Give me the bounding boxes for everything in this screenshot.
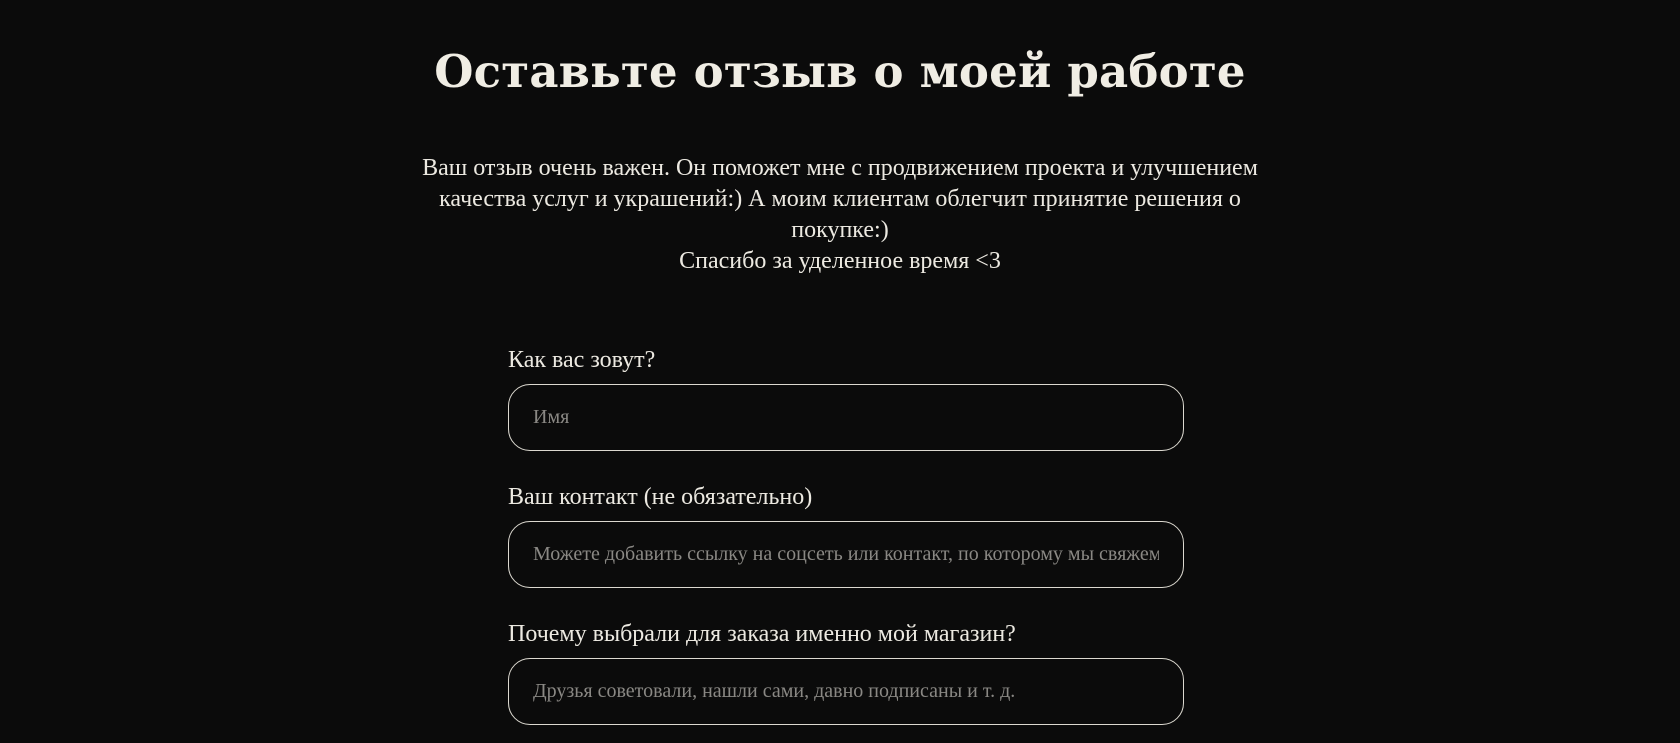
intro-thanks: Спасибо за уделенное время <3 [679, 248, 1001, 274]
name-label: Как вас зовут? [508, 347, 656, 373]
reason-input[interactable] [508, 658, 1184, 725]
contact-input[interactable] [508, 521, 1184, 588]
name-field-group [508, 340, 1184, 451]
name-input[interactable] [508, 384, 1184, 451]
reason-label: Почему выбрали для заказа именно мой магазин? [508, 621, 1016, 647]
contact-label: Ваш контакт (не обязательно) [508, 484, 813, 510]
page-title: Оставьте отзыв о моей работе [434, 45, 1246, 98]
feedback-form [508, 340, 1184, 743]
intro-text [420, 153, 1260, 277]
reason-field-group [508, 614, 1184, 725]
contact-field-group [508, 477, 1184, 588]
intro-paragraph: Ваш отзыв очень важен. Он поможет мне с продвижением проекта и улучшением качества услуг и украшений:) А моим клиентам облегчит принятие решения о покупке:) [422, 155, 1258, 243]
